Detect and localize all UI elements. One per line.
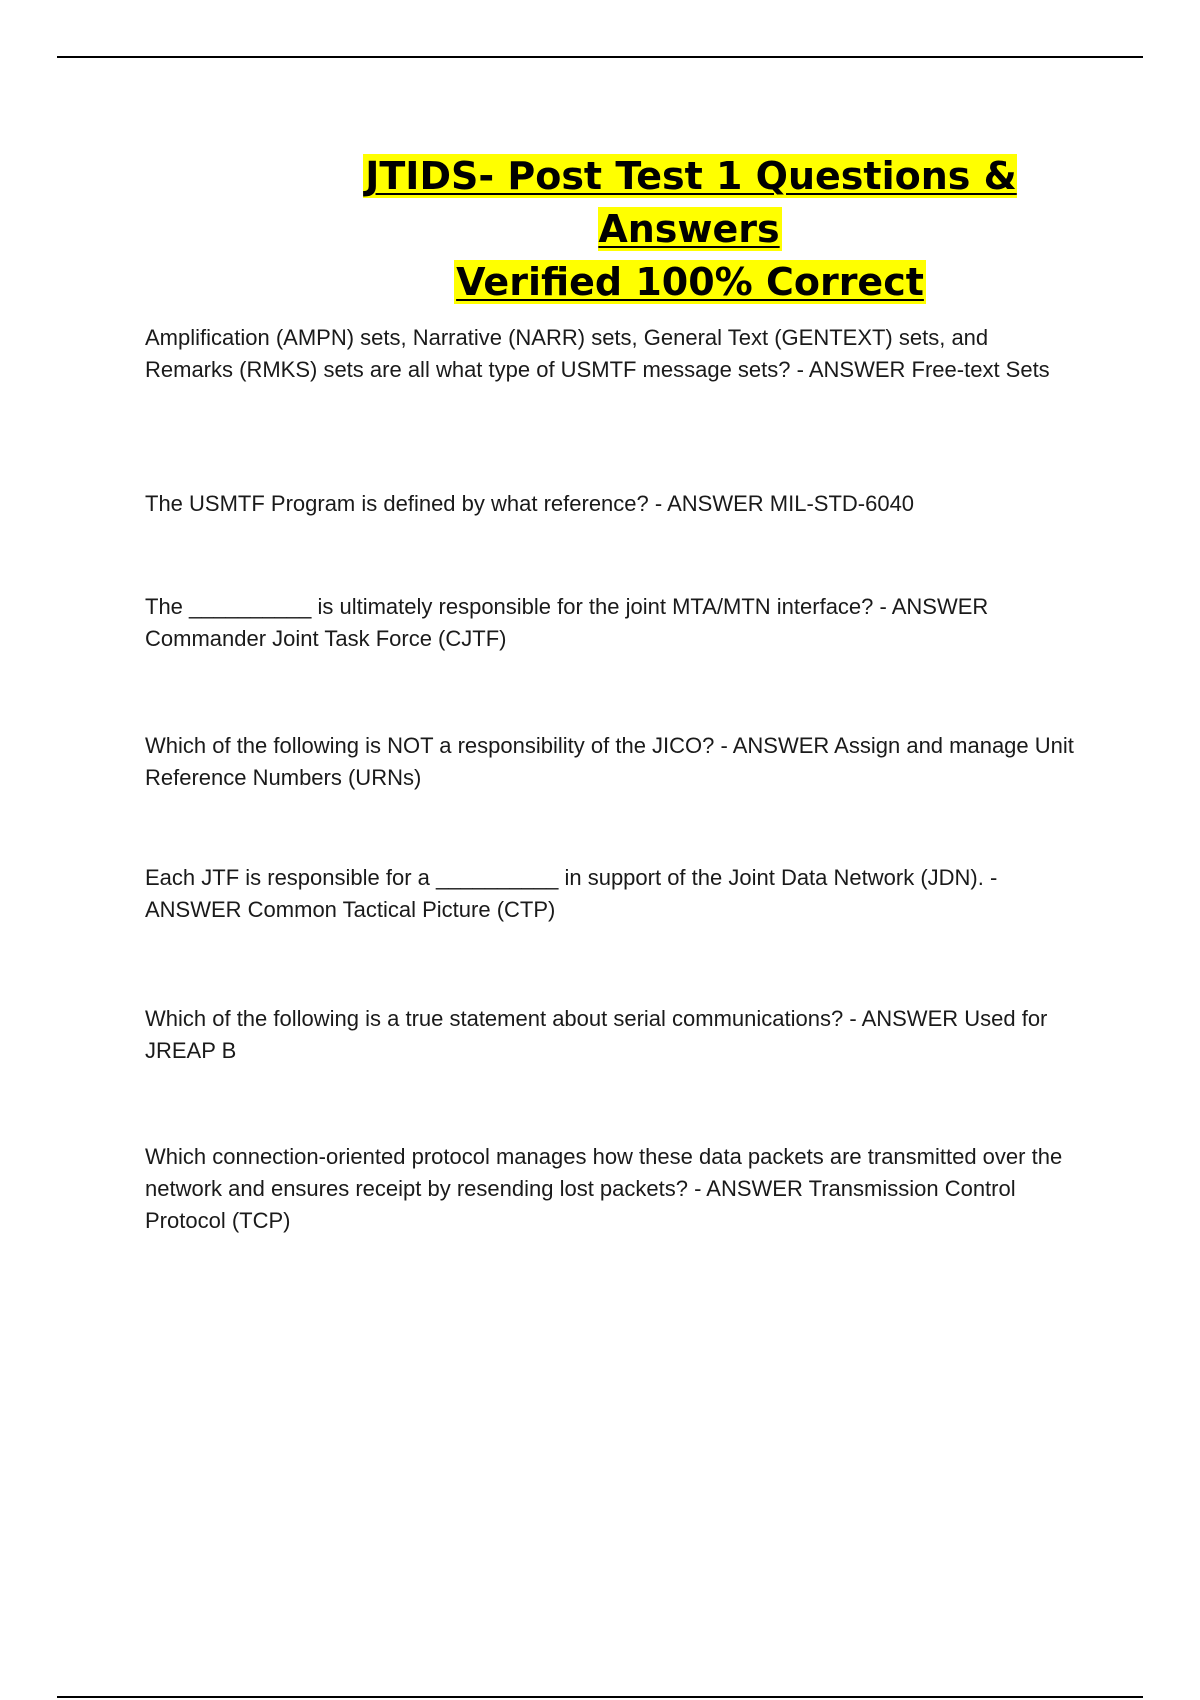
qa-item-2: The USMTF Program is defined by what reference? - ANSWER MIL-STD-6040 (145, 491, 915, 516)
document-title (270, 150, 1110, 309)
title-line-2: Verified 100% Correct (456, 260, 924, 304)
qa-item-3: The __________ is ultimately responsible for the joint MTA/MTN interface? - ANSWER Commander Joint Task Force (CJTF) (145, 594, 989, 651)
qa-item-6: Which of the following is a true statement about serial communications? - ANSWER Used for JREAP B (145, 1006, 1048, 1063)
qa-item-1: Amplification (AMPN) sets, Narrative (NARR) sets, General Text (GENTEXT) sets, and Remarks (RMKS) sets are all what type of USMTF message sets? - ANSWER Free-text Sets (145, 325, 1050, 382)
qa-item-7: Which connection-oriented protocol manages how these data packets are transmitted over the network and ensures receipt by resending lost packets? - ANSWER Transmission Control Protocol (TCP) (145, 1144, 1063, 1233)
qa-item-5: Each JTF is responsible for a __________ in support of the Joint Data Network (JDN). - ANSWER Common Tactical Picture (CTP) (145, 865, 998, 922)
header-rule (57, 56, 1143, 58)
title-line-1: JTIDS- Post Test 1 Questions & Answers (365, 154, 1017, 251)
qa-item-4: Which of the following is NOT a responsibility of the JICO? - ANSWER Assign and manage Unit Reference Numbers (URNs) (145, 733, 1074, 790)
footer-rule (57, 1696, 1143, 1698)
